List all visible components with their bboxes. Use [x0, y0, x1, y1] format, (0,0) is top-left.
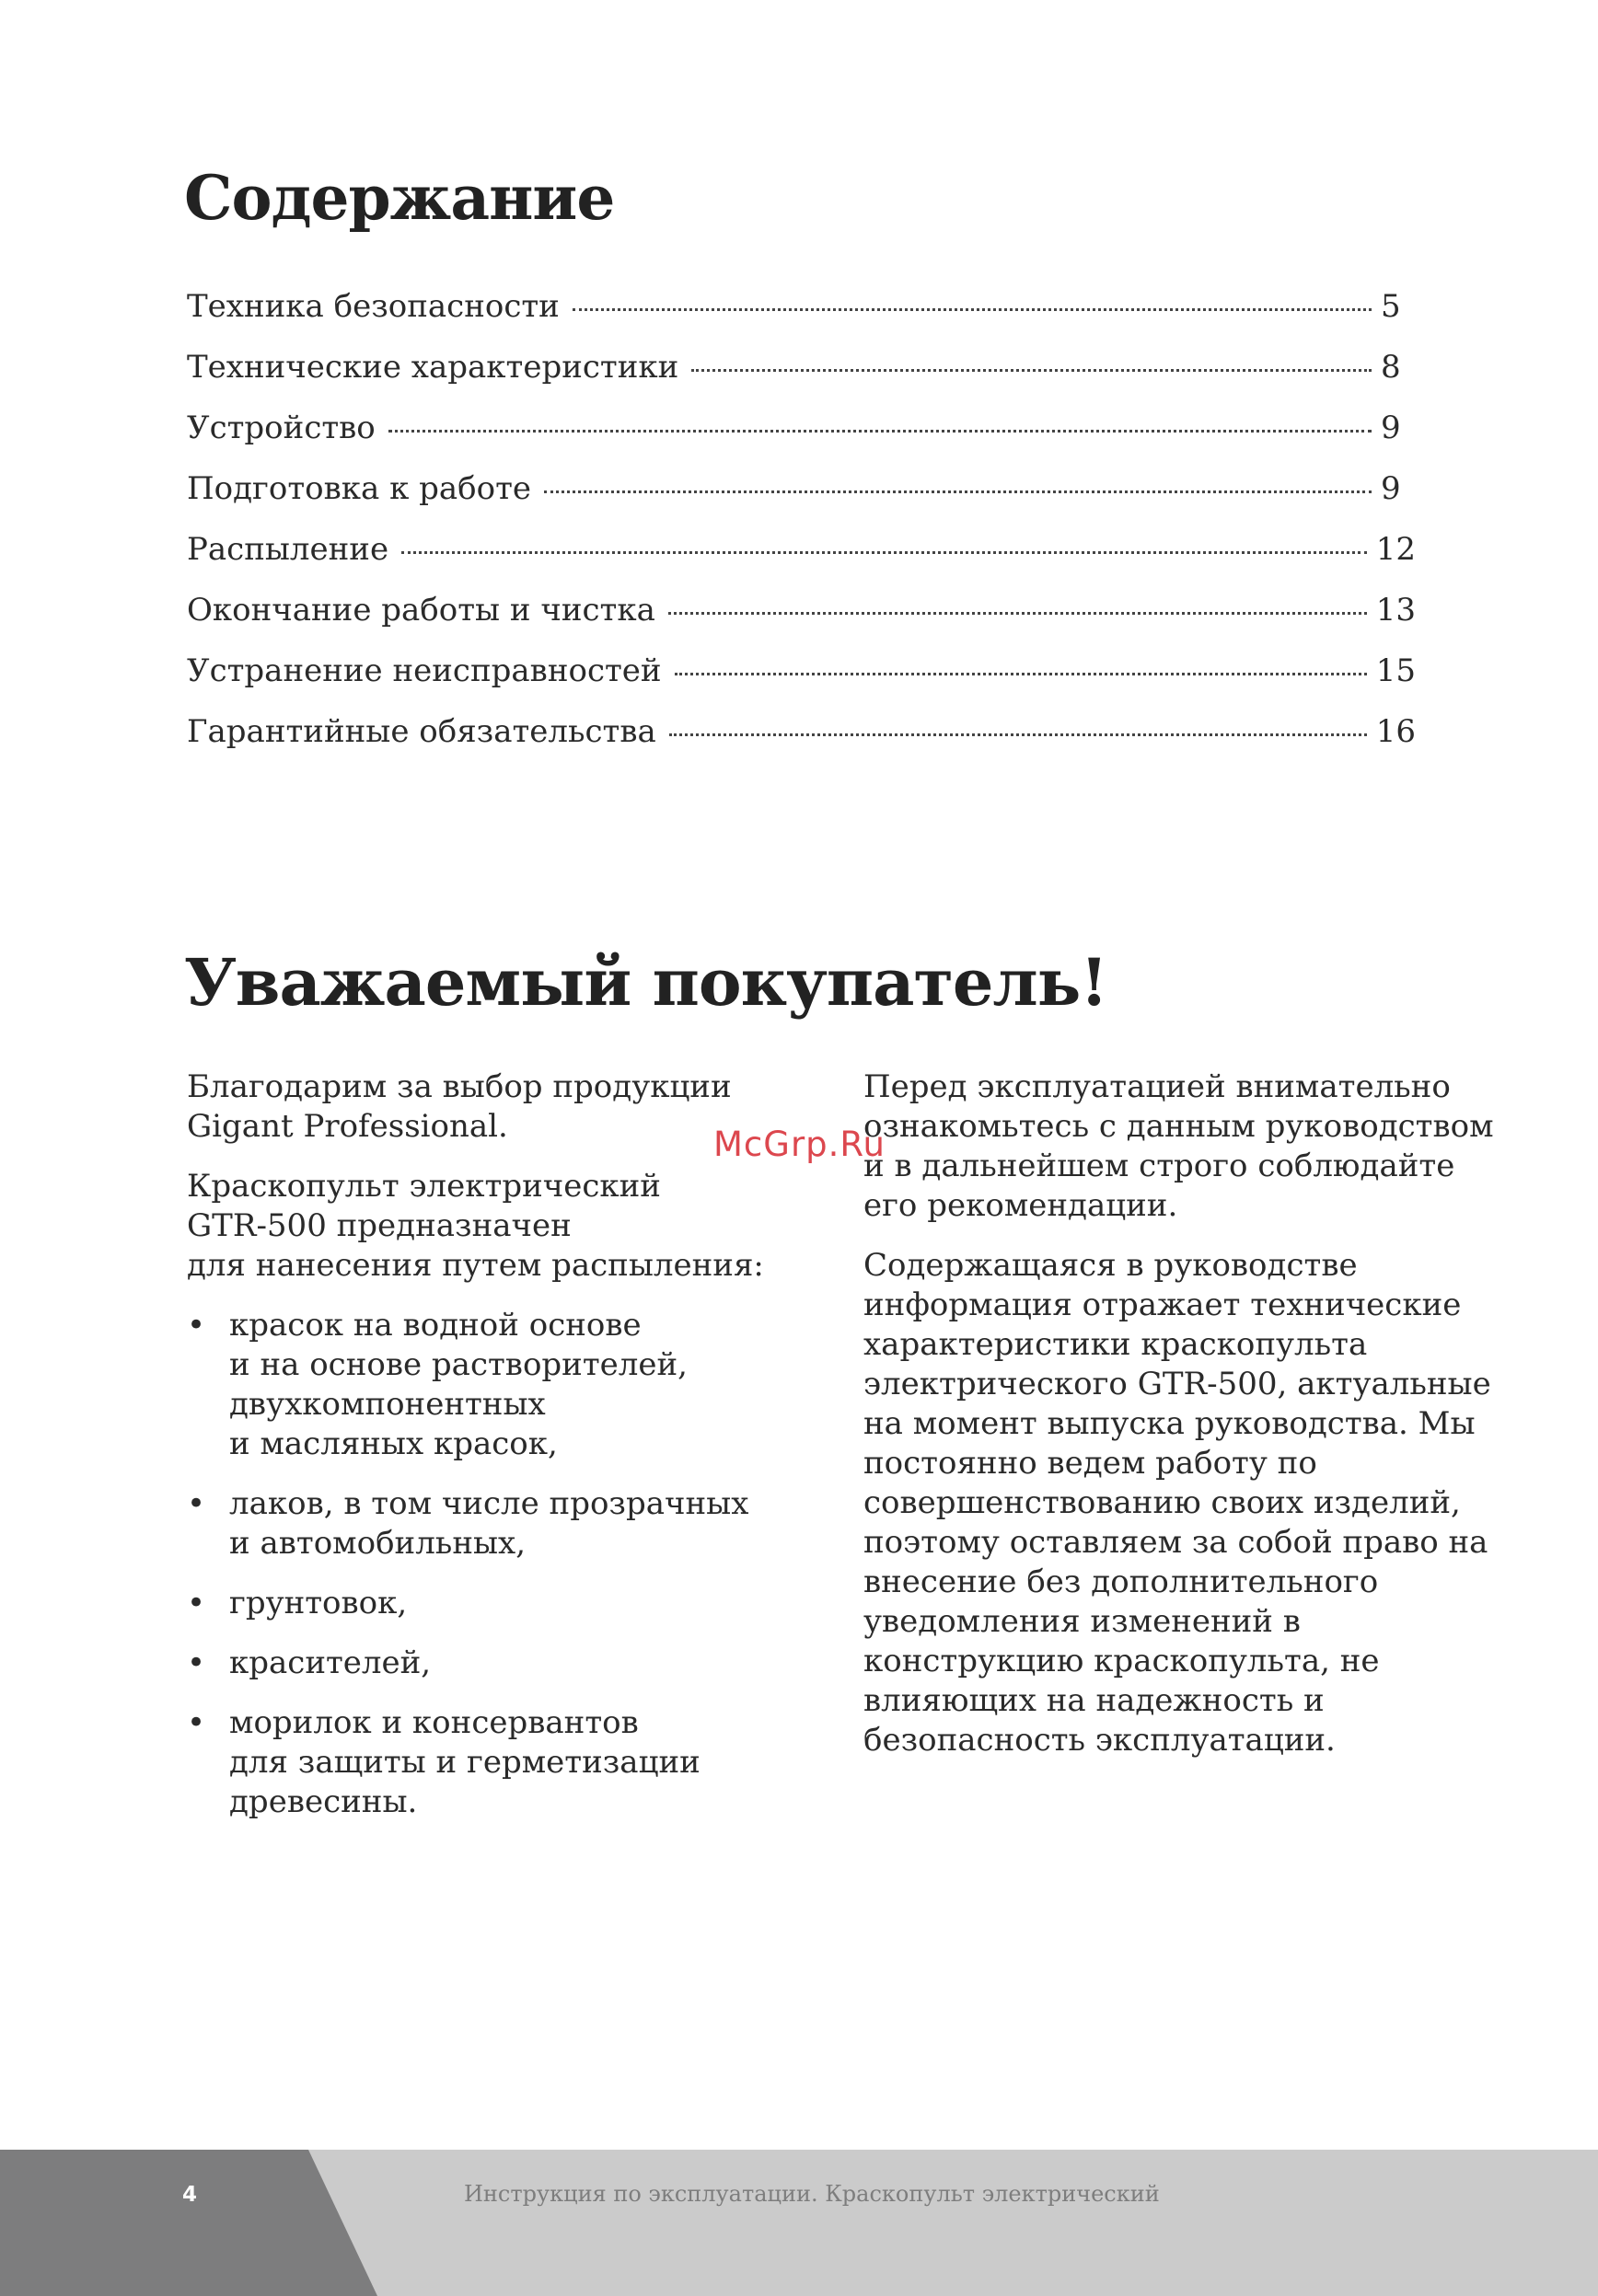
toc-item-page: 8: [1381, 349, 1401, 386]
toc-item-page: 9: [1381, 470, 1401, 507]
bullet-icon: •: [187, 1485, 206, 1522]
list-item-text: грунтовок,: [229, 1585, 408, 1621]
toc-item[interactable]: [187, 586, 1416, 647]
toc-leader-dots: [669, 733, 1367, 736]
bullet-icon: •: [187, 1585, 206, 1621]
greeting-title: Уважаемый покупатель!: [184, 944, 1108, 1021]
toc-item-label: Устройство: [187, 410, 376, 446]
toc-item-page: 12: [1375, 531, 1416, 568]
toc-item-label: Подготовка к работе: [187, 470, 532, 507]
toc-title: Содержание: [184, 162, 615, 234]
footer-title: Инструкция по эксплуатации. Краскопульт электрический: [464, 2181, 1160, 2207]
table-of-contents: [187, 283, 1416, 768]
list-item: [187, 1484, 813, 1563]
toc-item-label: Гарантийные обязательства: [187, 713, 656, 750]
toc-item[interactable]: [187, 525, 1416, 586]
list-item: [187, 1584, 813, 1623]
list-item-text: красителей,: [229, 1644, 432, 1681]
toc-leader-dots: [401, 551, 1367, 554]
toc-item-page: 9: [1381, 410, 1401, 446]
greeting-left-column: [187, 1067, 813, 1842]
toc-leader-dots: [691, 369, 1372, 372]
toc-leader-dots: [668, 612, 1367, 615]
bullet-icon: •: [187, 1307, 206, 1344]
toc-item-page: 16: [1375, 713, 1416, 750]
purpose-paragraph: Краскопульт электрический GTR-500 предназначен для нанесения путем распыления:: [187, 1168, 764, 1284]
toc-item-page: 13: [1375, 592, 1416, 629]
greeting-right-column: [863, 1067, 1499, 1781]
toc-item-label: Окончание работы и чистка: [187, 592, 655, 629]
page-footer: [0, 2150, 1598, 2296]
toc-leader-dots: [675, 673, 1367, 675]
list-item-text: красок на водной основе и на основе растворителей, двухкомпонентных и масляных красок,: [229, 1307, 688, 1462]
instructions-paragraph: Перед эксплуатацией внимательно ознакомьтесь с данным руководством и в дальнейшем строго соблюдайте его рекомендации.: [863, 1068, 1494, 1224]
list-item: [187, 1306, 813, 1464]
disclaimer-paragraph: Содержащаяся в руководстве информация отражает технические характеристики краскопульта электрического GTR-500, актуальные на момент выпуска руководства. Мы постоянно ведем работу по совершенствованию своих изделий, поэтому оставляем за собой право на внесение без дополнительного уведомления изменений в конструкцию краскопульта, не влияющих на надежность и безопасность эксплуатации.: [863, 1247, 1491, 1759]
toc-item[interactable]: [187, 404, 1416, 465]
toc-item-page: 5: [1381, 288, 1401, 325]
toc-item-label: Устранение неисправностей: [187, 652, 662, 689]
toc-leader-dots: [573, 308, 1372, 311]
intro-paragraph: Благодарим за выбор продукции Gigant Professional.: [187, 1068, 732, 1145]
list-item: [187, 1703, 813, 1822]
toc-item-label: Техника безопасности: [187, 288, 560, 325]
watermark: McGrp.Ru: [713, 1125, 886, 1164]
toc-item-page: 15: [1375, 652, 1416, 689]
list-item: [187, 1644, 813, 1683]
toc-item[interactable]: [187, 343, 1416, 404]
bullet-icon: •: [187, 1644, 206, 1681]
toc-item[interactable]: [187, 465, 1416, 525]
toc-item[interactable]: [187, 283, 1416, 343]
list-item-text: морилок и консервантов для защиты и герметизации древесины.: [229, 1704, 701, 1820]
page-number: 4: [182, 2183, 198, 2207]
bullet-icon: •: [187, 1704, 206, 1741]
list-item-text: лаков, в том числе прозрачных и автомобильных,: [229, 1485, 749, 1562]
toc-item[interactable]: [187, 708, 1416, 768]
footer-page-tab: [0, 2150, 377, 2296]
toc-leader-dots: [544, 490, 1372, 493]
usage-list: [187, 1306, 813, 1822]
toc-item-label: Технические характеристики: [187, 349, 679, 386]
toc-item-label: Распыление: [187, 531, 389, 568]
toc-leader-dots: [388, 430, 1372, 433]
toc-item[interactable]: [187, 647, 1416, 708]
